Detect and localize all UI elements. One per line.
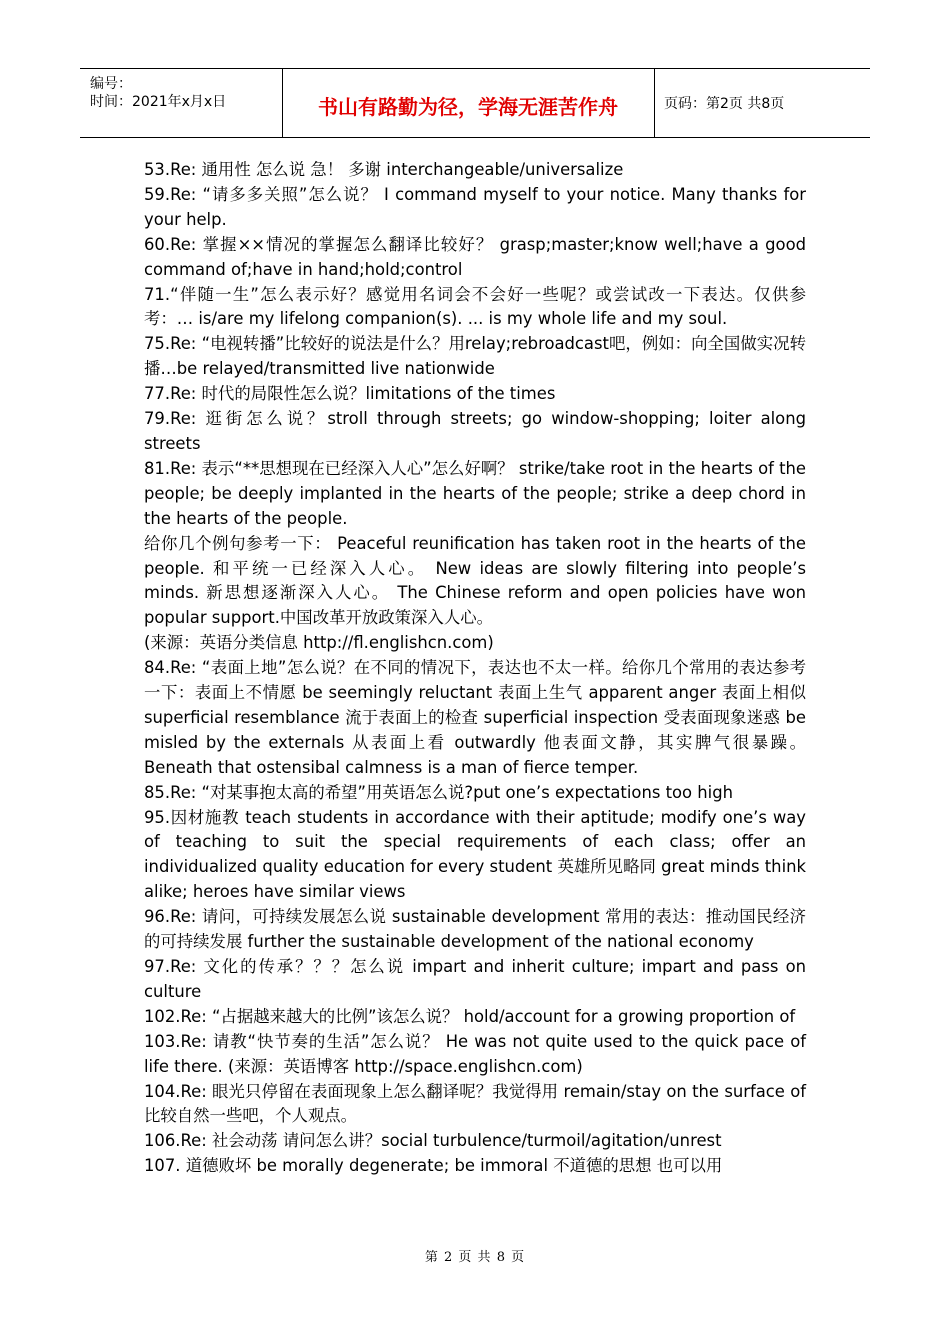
document-body <box>144 158 806 1179</box>
header-page-cell <box>654 69 870 137</box>
paragraph: 104.Re: 眼光只停留在表面现象上怎么翻译呢？我觉得用 remain/stay on the surface of 比较自然一些吧，个人观点。 <box>144 1081 806 1126</box>
paragraph: 给你几个例句参考一下： Peaceful reunification has taken root in the hearts of the people. 和平统一已经深入人心。 New ideas are slowly filtering into people’s minds. 新思想逐渐深入人心。 The Chinese reform and open policies have won popular support.中国改革开放政策深入人心。 <box>144 533 806 628</box>
paragraph: 97.Re: 文化的传承？？？怎么说 impart and inherit culture; impart and pass on culture <box>144 957 806 1001</box>
paragraph: 102.Re: “占据越来越大的比例”该怎么说？ hold/account for a growing proportion of <box>144 1006 796 1026</box>
paragraph: 103.Re: 请教“快节奏的生活”怎么说？ He was not quite used to the quick pace of life there. (来源：英语博客 http://space.englishcn.com) <box>144 1031 806 1076</box>
paragraph: 53.Re: 通用性 怎么说 急！ 多谢 interchangeable/universalize <box>144 160 624 179</box>
header-meta-cell <box>80 69 283 137</box>
header-motto: 书山有路勤为径，学海无涯苦作舟 <box>318 95 618 119</box>
paragraph: 71.“伴随一生”怎么表示好？感觉用名词会不会好一些呢？或尝试改一下表达。仅供参考：… is/are my lifelong companion(s). ... is my whole life and my soul. <box>144 284 806 329</box>
header-motto-cell <box>282 69 655 137</box>
paragraph: 85.Re: “对某事抱太高的希望”用英语怎么说?put one’s expectations too high <box>144 782 734 802</box>
paragraph: 77.Re: 时代的局限性怎么说？limitations of the times <box>144 384 556 404</box>
paragraph: 95.因材施教 teach students in accordance with their aptitude; modify one’s way of teaching to suit the special requirements of each class; offer an individualized quality education for every student 英雄所见略同 great minds think alike; heroes have similar views <box>144 807 806 902</box>
paragraph: 107. 道德败坏 be morally degenerate; be immoral 不道德的思想 也可以用 <box>144 1156 723 1176</box>
paragraph: 60.Re: 掌握××情况的掌握怎么翻译比较好？ grasp;master;know well;have a good command of;have in hand;hold;control <box>144 234 806 279</box>
page-footer: 第 2 页 共 8 页 <box>424 1250 526 1265</box>
paragraph: 81.Re: 表示“**思想现在已经深入人心”怎么好啊？ strike/take root in the hearts of the people; be deeply implanted in the hearts of the people; strike a deep chord in the hearts of the people. <box>144 458 806 528</box>
paragraph: 84.Re: “表面上地”怎么说？在不同的情况下，表达也不太一样。给你几个常用的表达参考一下：表面上不情愿 be seemingly reluctant 表面上生气 apparent anger 表面上相似 superficial resemblance 流于表面上的检查 superficial inspection 受表面现象迷惑 be misled by the externals 从表面上看 outwardly 他表面文静，其实脾气很暴躁。Beneath that ostensibal calmness is a man of fierce temper. <box>144 658 806 777</box>
header-page-info: 页码：第2页 共8页 <box>664 96 785 112</box>
header-table <box>80 68 870 138</box>
document-number-label: 编号： <box>90 76 132 92</box>
paragraph: 59.Re: “请多多关照”怎么说？ I command myself to your notice. Many thanks for your help. <box>144 184 806 229</box>
paragraph: 75.Re: “电视转播”比较好的说法是什么？用relay;rebroadcast吧，例如：向全国做实况转播…be relayed/transmitted live nationwide <box>144 334 806 379</box>
source-note: (来源：英语分类信息 http://fl.englishcn.com) <box>144 633 494 653</box>
paragraph: 106.Re: 社会动荡 请问怎么讲？social turbulence/turmoil/agitation/unrest <box>144 1131 722 1151</box>
paragraph: 79.Re: 逛街怎么说？stroll through streets; go window-shopping; loiter along streets <box>144 409 806 453</box>
paragraph: 96.Re: 请问，可持续发展怎么说 sustainable development 常用的表达：推动国民经济的可持续发展 further the sustainable development of the national economy <box>144 907 806 952</box>
document-date-label: 时间：2021年x月x日 <box>90 94 227 110</box>
